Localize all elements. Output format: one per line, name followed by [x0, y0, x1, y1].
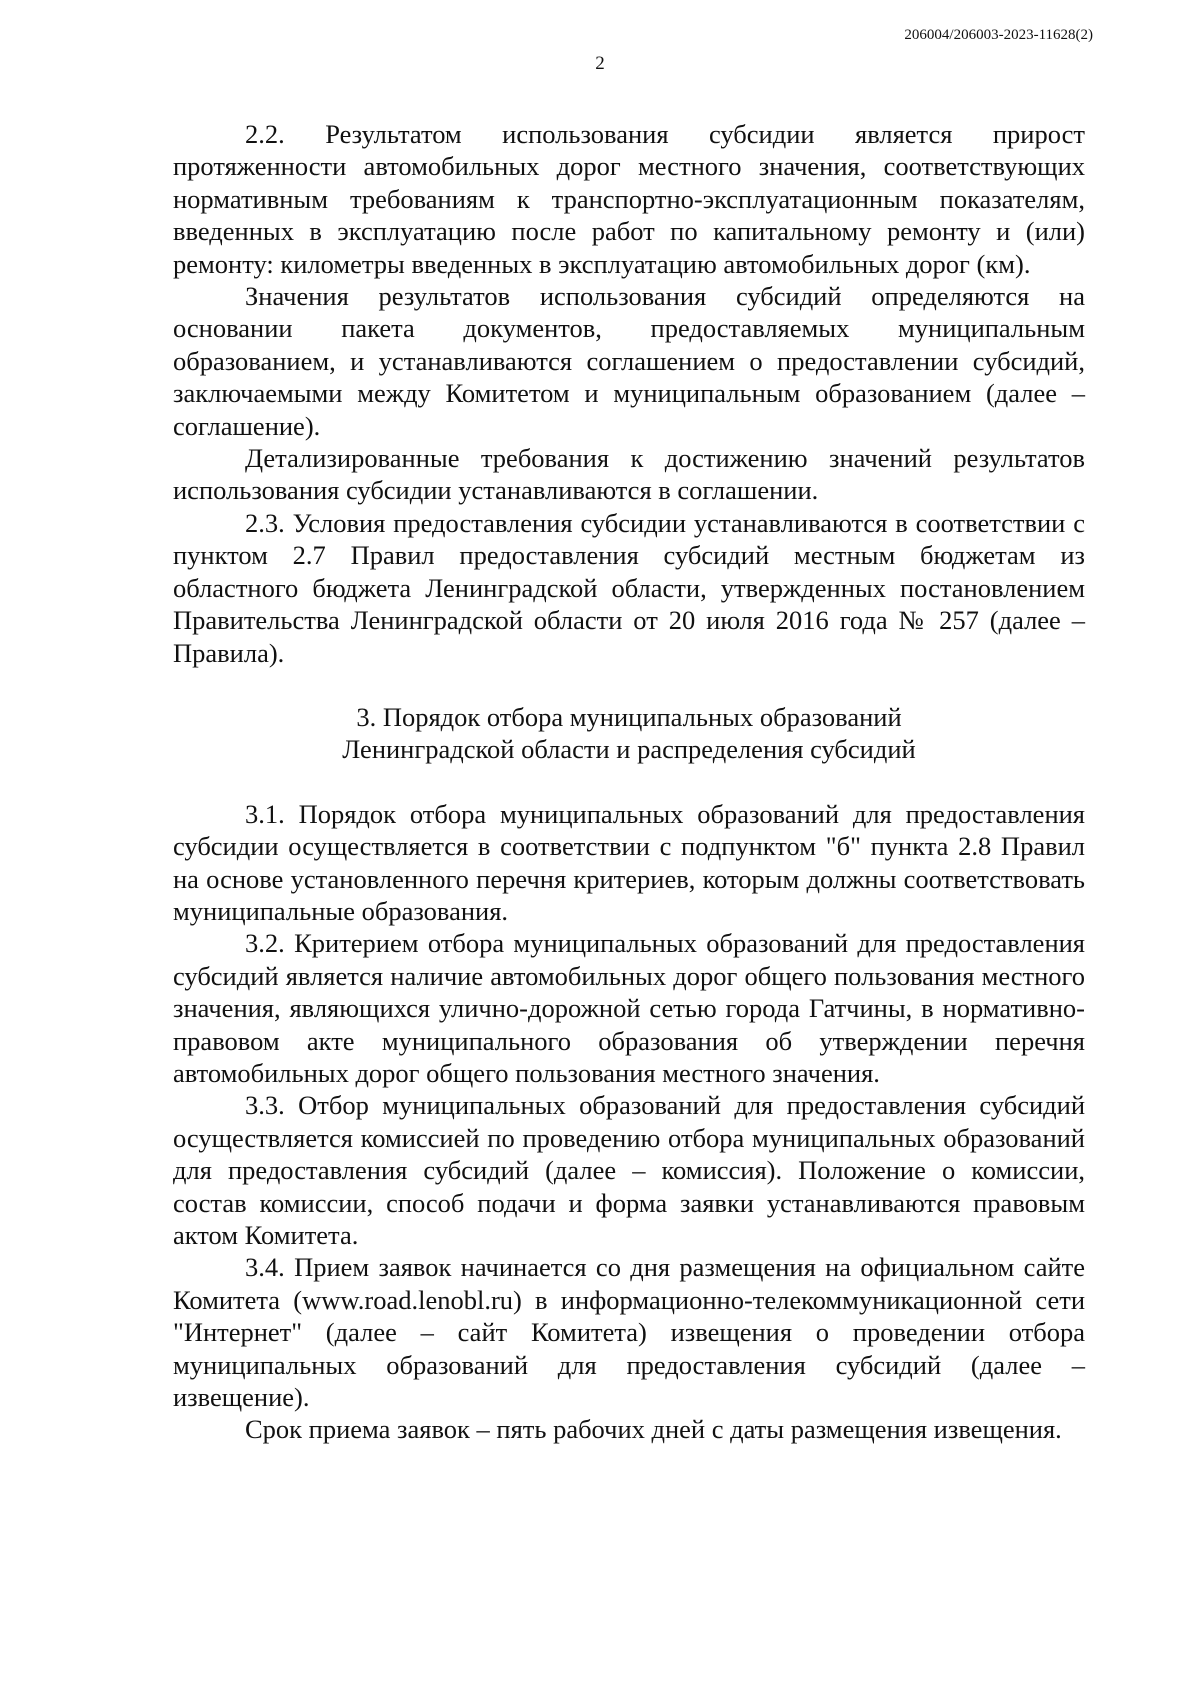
paragraph-2-2: 2.2. Результатом использования субсидии является прирост протяженности автомобильных дорог местного значения, соответствующих нормативным требованиям к транспортно-эксплуатационным показателям, введенных в эксплуатацию после работ по капитальному ремонту и (или) ремонту: километры введенных в эксплуатацию автомобильных дорог (км).: [173, 119, 1085, 279]
paragraph-3-4: 3.4. Прием заявок начинается со дня размещения на официальном сайте Комитета (www.road.lenobl.ru) в информационно-телекоммуникационной сети "Интернет" (далее – сайт Комитета) извещения о проведении отбора муниципальных образований для предоставления субсидий (далее – извещение).: [173, 1252, 1085, 1413]
section-3-heading-line-2: Ленинградской области и распределения субсидий: [342, 734, 916, 765]
page-number: 2: [595, 53, 605, 74]
section-3-heading-line-1: 3. Порядок отбора муниципальных образований: [356, 701, 902, 732]
document-id: 206004/206003-2023-11628(2): [904, 27, 1093, 43]
document-body: [173, 118, 1085, 1446]
paragraph-2-3: 2.3. Условия предоставления субсидии устанавливаются в соответствии с пунктом 2.7 Правил предоставления субсидий местным бюджетам из областного бюджета Ленинградской области, утвержденных постановлением Правительства Ленинградской области от 20 июля 2016 года № 257 (далее – Правила).: [173, 507, 1085, 668]
paragraph-3-1: 3.1. Порядок отбора муниципальных образований для предоставления субсидии осуществляется в соответствии с подпунктом "б" пункта 2.8 Правил на основе установленного перечня критериев, которым должны соответствовать муниципальные образования.: [173, 798, 1085, 926]
paragraph-detailed-requirements: Детализированные требования к достижению значений результатов использования субсидии устанавливаются в соглашении.: [173, 443, 1085, 506]
paragraph-3-3: 3.3. Отбор муниципальных образований для предоставления субсидий осуществляется комиссией по проведению отбора муниципальных образований для предоставления субсидий (далее – комиссия). Положение о комиссии, состав комиссии, способ подачи и форма заявки устанавливаются правовым актом Комитета.: [173, 1090, 1085, 1250]
section-3-body: [173, 798, 1085, 1446]
paragraph-application-deadline: Срок приема заявок – пять рабочих дней с даты размещения извещения.: [245, 1414, 1062, 1445]
paragraph-result-values: Значения результатов использования субсидий определяются на основании пакета документов, предоставляемых муниципальным образованием, и устанавливаются соглашением о предоставлении субсидий, заключаемыми между Комитетом и муниципальным образованием (далее – соглашение).: [173, 281, 1085, 441]
section-3-heading: [173, 701, 1085, 766]
paragraph-3-2: 3.2. Критерием отбора муниципальных образований для предоставления субсидий является наличие автомобильных дорог общего пользования местного значения, являющихся улично-дорожной сетью города Гатчины, в нормативно-правовом акте муниципального образования об утверждении перечня автомобильных дорог общего пользования местного значения.: [173, 928, 1085, 1088]
